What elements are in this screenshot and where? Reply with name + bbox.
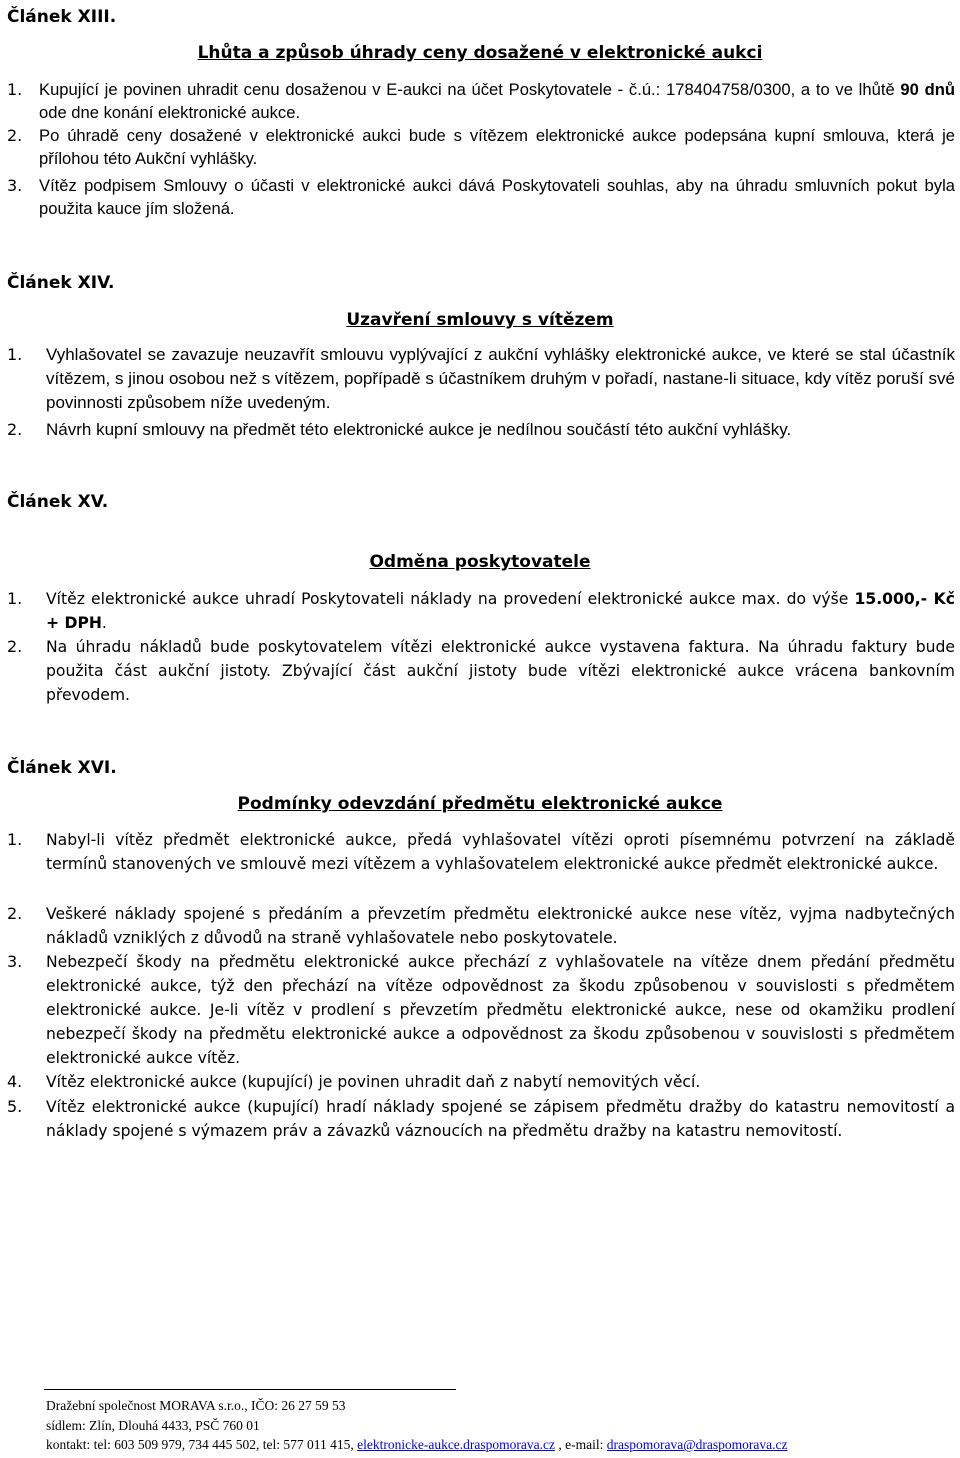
list-item [7, 343, 955, 415]
item-number: 2. [7, 904, 23, 923]
item-text: Po úhradě ceny dosažené v elektronické aukci bude s vítězem elektronické aukce podepsána kupní smlouva, která je přílohou této Aukční vyhlášky. [39, 126, 955, 168]
footer-contact: kontakt: tel: 603 509 979, 734 445 502, tel: 577 011 415, elektronicke-aukce.draspomorava.cz , e-mail: draspomorava@draspomorava.cz [46, 1437, 788, 1452]
footer-company: Dražební společnost MORAVA s.r.o., IČO: 26 27 59 53 [46, 1398, 346, 1413]
list-item [7, 902, 955, 950]
email-link[interactable]: draspomorava@draspomorava.cz [606, 1437, 788, 1452]
list-item [7, 1070, 955, 1094]
article-title: Článek XIV. [7, 273, 115, 293]
item-text: Nabyl-li vítěz předmět elektronické aukce, předá vyhlašovatel vítězi oproti písemnému potvrzení na základě termínů stanovených ve smlouvě mezi vítězem a vyhlašovatelem elektronické aukce předmět elektronické aukce. [46, 831, 955, 873]
item-number: 2. [7, 637, 23, 656]
article-title: Článek XIII. [7, 7, 117, 27]
section-heading: Uzavření smlouvy s vítězem [346, 310, 614, 330]
item-number: 3. [7, 952, 23, 971]
item-text: Kupující je povinen uhradit cenu dosaženou v E-aukci na účet Poskytovatele - č.ú.: 178404758/0300, a to ve lhůtě 90 dnů ode dne konání elektronické aukce. [39, 80, 955, 122]
item-number: 1. [7, 589, 23, 608]
footer-address: sídlem: Zlín, Dlouhá 4433, PSČ 760 01 [46, 1418, 260, 1433]
list-item [7, 1095, 955, 1143]
item-text: Vítěz elektronické aukce uhradí Poskytovateli náklady na provedení elektronické aukce max. do výše 15.000,- Kč + DPH. [46, 590, 955, 632]
section-heading: Podmínky odevzdání předmětu elektronické aukce [237, 794, 723, 814]
footer-divider [44, 1389, 456, 1390]
list-item [7, 124, 955, 170]
item-text: Návrh kupní smlouvy na předmět této elektronické aukce je nedílnou součástí této aukční vyhlášky. [46, 420, 792, 439]
article-title: Článek XVI. [7, 758, 117, 778]
item-number: 5. [7, 1097, 23, 1116]
item-text: Vítěz podpisem Smlouvy o účasti v elektronické aukci dává Poskytovateli souhlas, aby na úhradu smluvních pokut byla použita kauce jím složená. [39, 176, 955, 218]
item-number: 2. [7, 420, 23, 439]
item-number: 3. [7, 176, 23, 195]
item-number: 1. [7, 830, 23, 849]
item-number: 4. [7, 1072, 23, 1091]
website-link[interactable]: elektronicke-aukce.draspomorava.cz [357, 1437, 556, 1452]
item-text: Vítěz elektronické aukce (kupující) hradí náklady spojené se zápisem předmětu dražby do katastru nemovitostí a náklady spojené s výmazem práv a závazků váznoucích na předmětu dražby na katastru nemovitostí. [46, 1098, 955, 1140]
section-heading: Odměna poskytovatele [369, 552, 591, 572]
item-number: 1. [7, 80, 23, 99]
fee-amount: 15.000,- Kč + DPH [46, 590, 955, 632]
item-text: Na úhradu nákladů bude poskytovatelem vítězi elektronické aukce vystavena faktura. Na úhradu faktury bude použita část aukční jistoty. Zbývající část aukční jistoty bude vítězi elektronické aukce vrácena bankovním převodem. [46, 638, 955, 704]
item-text: Vítěz elektronické aukce (kupující) je povinen uhradit daň z nabytí nemovitých věcí. [46, 1073, 701, 1091]
article-title: Článek XV. [7, 492, 109, 512]
list-item [7, 828, 955, 876]
item-number: 2. [7, 126, 23, 145]
item-text: Vyhlašovatel se zavazuje neuzavřít smlouvu vyplývající z aukční vyhlášky elektronické aukce, ve které se stal účastník vítězem, s jinou osobou než s vítězem, popřípadě s účastníkem druhým v pořadí, nastane-li situace, kdy vítěz poruší své povinnosti způsobem níže uvedeným. [46, 345, 955, 412]
list-item [7, 418, 955, 442]
item-text: Nebezpečí škody na předmětu elektronické aukce přechází z vyhlašovatele na vítěze dnem předání předmětu elektronické aukce, týž den přechází na vítěze odpovědnost za škodu způsobenou v souvislosti s předmětem elektronické aukce. Je-li vítěz v prodlení s převzetím předmětu elektronické aukce, nese od okamžiku prodlení nebezpečí škody na předmětu elektronické aukce a odpovědnost za škodu způsobenou v souvislosti s předmětem elektronické aukce vítěz. [46, 953, 955, 1067]
item-number: 1. [7, 345, 23, 364]
list-item [7, 174, 955, 220]
list-item [7, 587, 955, 635]
section-heading: Lhůta a způsob úhrady ceny dosažené v elektronické aukci [197, 43, 763, 63]
list-item [7, 950, 955, 1070]
item-text: Veškeré náklady spojené s předáním a převzetím předmětu elektronické aukce nese vítěz, vyjma nadbytečných nákladů vzniklých z důvodů na straně vyhlašovatele nebo poskytovatele. [46, 905, 955, 947]
list-item [7, 78, 955, 124]
payment-deadline: 90 dnů [900, 80, 955, 99]
list-item [7, 635, 955, 707]
